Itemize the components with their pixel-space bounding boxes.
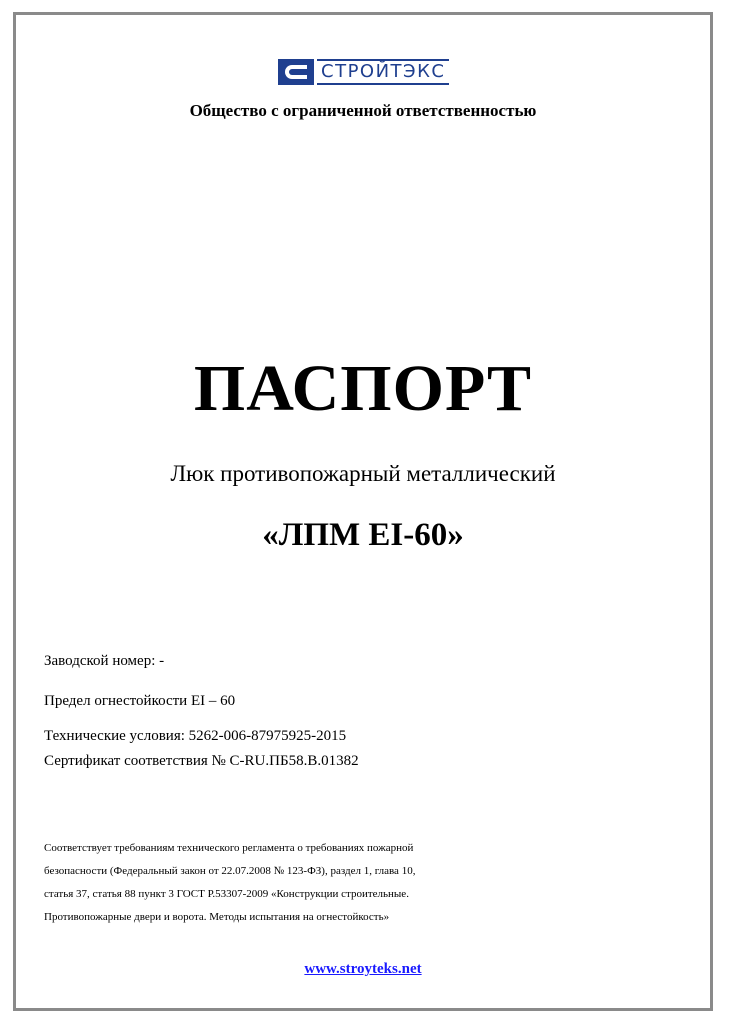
document-page (13, 12, 713, 1011)
organization-name: Общество с ограниченной ответственностью (189, 101, 537, 120)
technical-conditions: Технические условия: 5262-006-87975925-2015 (44, 728, 347, 744)
website-link[interactable]: www.stroyteks.net (304, 961, 422, 977)
compliance-line: безопасности (Федеральный закон от 22.07.2008 № 123-ФЗ), раздел 1, глава 10, (44, 865, 416, 877)
website-footer (16, 961, 710, 978)
logo-mark-icon (278, 59, 314, 85)
compliance-statement (44, 837, 514, 929)
serial-number: Заводской номер: - (44, 653, 165, 669)
product-model: «ЛПМ EI-60» (262, 517, 464, 553)
company-logo (278, 55, 449, 89)
compliance-line: Противопожарные двери и ворота. Методы испытания на огнестойкость» (44, 911, 390, 923)
fire-resistance-limit: Предел огнестойкости EI – 60 (44, 693, 236, 709)
compliance-line: Соответствует требованиям технического регламента о требованиях пожарной (44, 842, 414, 854)
conformity-certificate: Сертификат соответствия № C-RU.ПБ58.В.01382 (44, 753, 359, 769)
document-title: ПАСПОРТ (193, 352, 533, 425)
compliance-line: статья 37, статья 88 пункт 3 ГОСТ Р.53307-2009 «Конструкции строительные. (44, 888, 409, 900)
logo-text: СТРОЙТЭКС (317, 59, 449, 85)
product-description: Люк противопожарный металлический (170, 461, 556, 486)
